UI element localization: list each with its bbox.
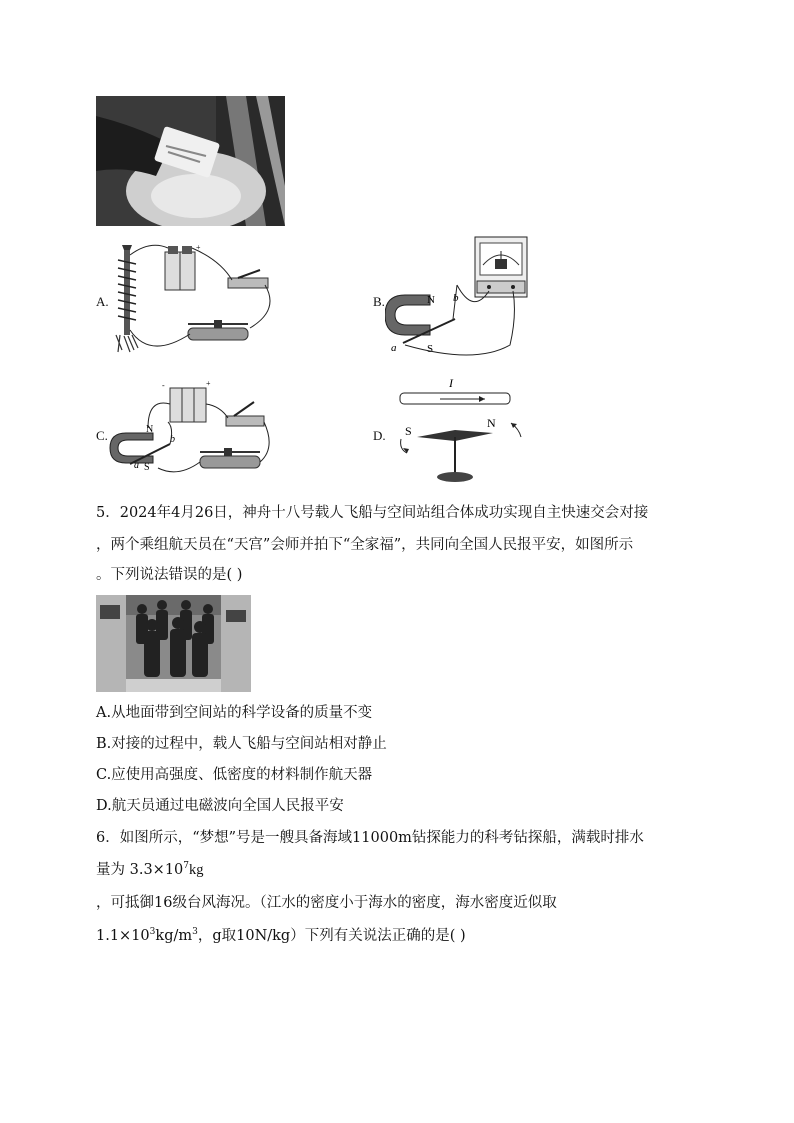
q5-line-3: 。下列说法错误的是( ) bbox=[96, 567, 243, 583]
svg-text:+: + bbox=[206, 379, 211, 388]
card-reader-photo bbox=[96, 96, 285, 226]
option-b-diagram bbox=[385, 235, 530, 365]
q5-line-2: ，两个乘组航天员在“天宫”会师并拍下“全家福”，共同向全国人民报平安，如图所示 bbox=[96, 537, 634, 553]
option-d-diagram bbox=[395, 375, 535, 490]
option-c-label: C. bbox=[96, 428, 108, 443]
q6-line-4-exponent-2: 3 bbox=[192, 927, 198, 938]
magnet-n-label: N bbox=[146, 424, 154, 435]
option-d-label: D. bbox=[373, 428, 386, 443]
q6-line-4-suffix: ，g取10N/kg）下列有关说法正确的是( ) bbox=[197, 928, 466, 944]
needle-s-label: S bbox=[405, 424, 412, 438]
needle-n-label: N bbox=[487, 416, 496, 430]
q6-line-4-prefix: 1.1×10 bbox=[96, 928, 150, 944]
q6-line-4 bbox=[96, 926, 466, 946]
q6-line-2-unit: kg bbox=[189, 862, 204, 878]
q6-line-4-exponent-1: 3 bbox=[149, 927, 156, 938]
current-label: I bbox=[449, 376, 453, 390]
wire-a-label: a bbox=[391, 342, 397, 354]
q6-line-2 bbox=[96, 860, 204, 880]
option-a-diagram bbox=[110, 240, 280, 365]
wire-a-label: a bbox=[134, 460, 139, 471]
magnet-s-label: S bbox=[427, 343, 434, 355]
q5-option-a: A.从地面带到空间站的科学设备的质量不变 bbox=[96, 705, 373, 721]
q5-option-c: C.应使用高强度、低密度的材料制作航天器 bbox=[96, 767, 373, 783]
magnet-n-label: N bbox=[427, 294, 435, 306]
option-c-diagram bbox=[108, 378, 278, 488]
q5-line-1: 5．2024年4月26日，神舟十八号载人飞船与空间站组合体成功实现自主快速交会对接 bbox=[96, 505, 649, 521]
svg-text:+: + bbox=[196, 243, 201, 252]
q6-line-2-exponent: 7 bbox=[183, 861, 190, 872]
q6-line-2-prefix: 量为 3.3×10 bbox=[96, 862, 184, 878]
magnet-s-label: S bbox=[144, 462, 150, 473]
q5-option-d: D.航天员通过电磁波向全国人民报平安 bbox=[96, 798, 344, 814]
q6-line-1: 6．如图所示，“梦想”号是一艘具备海域11000m钻探能力的科考钻探船，满载时排水 bbox=[96, 830, 644, 846]
q5-option-b: B.对接的过程中，载人飞船与空间站相对静止 bbox=[96, 736, 387, 752]
option-a-label: A. bbox=[96, 294, 109, 309]
svg-text:-: - bbox=[162, 381, 165, 390]
q6-line-3: ，可抵御16级台风海况。（江水的密度小于海水的密度，海水密度近似取 bbox=[96, 895, 557, 911]
option-b-label: B. bbox=[373, 294, 385, 309]
astronauts-photo bbox=[96, 595, 251, 692]
wire-b-label: b bbox=[453, 292, 459, 304]
wire-b-label: b bbox=[170, 434, 175, 445]
q6-line-4-unit: kg/m bbox=[155, 928, 193, 944]
